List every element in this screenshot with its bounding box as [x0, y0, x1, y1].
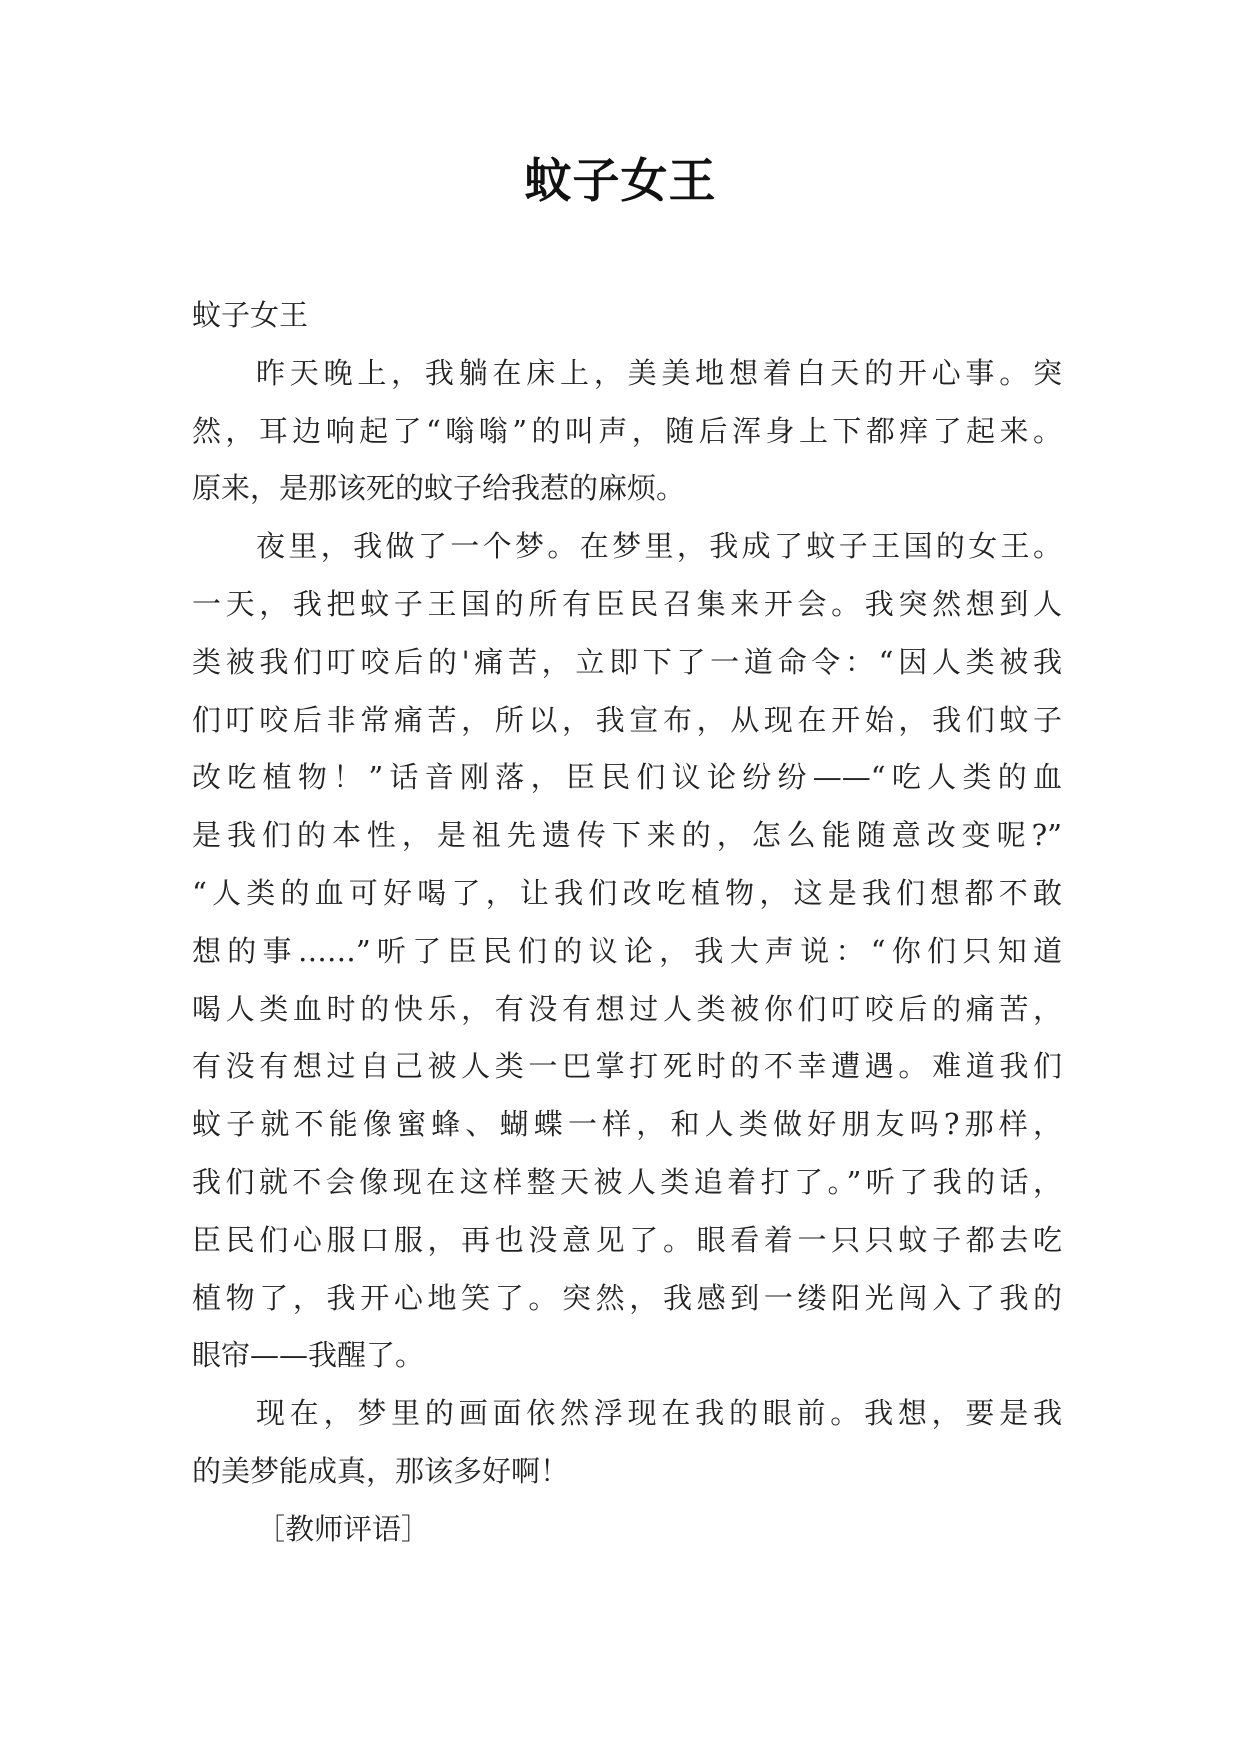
text-line: 我们就不会像现在这样整天被人类追着打了。”听了我的话， — [192, 1164, 1062, 1199]
text-line: 然，耳边响起了“嗡嗡”的叫声，随后浑身上下都痒了起来。 — [192, 413, 1062, 448]
text-line: 现在，梦里的画面依然浮现在我的眼前。我想，要是我 — [256, 1396, 1062, 1431]
document-body — [192, 287, 1062, 1559]
document-subtitle: 蚊子女王 — [192, 298, 309, 332]
text-line: 是我们的本性，是祖先遗传下来的，怎么能随意改变呢?” — [192, 818, 1062, 853]
text-line: 类被我们叮咬后的'痛苦，立即下了一道命令：“因人类被我 — [192, 644, 1062, 679]
text-line: 改吃植物！”话音刚落，臣民们议论纷纷——“吃人类的血 — [192, 760, 1062, 795]
text-line: 夜里，我做了一个梦。在梦里，我成了蚊子王国的女王。 — [256, 529, 1062, 564]
text-line: 臣民们心服口服，再也没意见了。眼看着一只只蚊子都去吃 — [192, 1222, 1062, 1257]
text-line: 有没有想过自己被人类一巴掌打死时的不幸遭遇。难道我们 — [192, 1049, 1062, 1084]
text-line: 昨天晚上，我躺在床上，美美地想着白天的开心事。突 — [256, 355, 1062, 390]
text-line: 植物了，我开心地笑了。突然，我感到一缕阳光闯入了我的 — [192, 1280, 1062, 1315]
text-line: ［教师评语］ — [256, 1511, 431, 1546]
text-line: 蚊子就不能像蜜蜂、蝴蝶一样，和人类做好朋友吗?那样， — [192, 1107, 1062, 1142]
text-line: 一天，我把蚊子王国的所有臣民召集来开会。我突然想到人 — [192, 586, 1062, 621]
text-line: 原来，是那该死的蚊子给我惹的麻烦。 — [192, 471, 686, 506]
text-line: 的美梦能成真，那该多好啊！ — [192, 1453, 570, 1488]
text-line: 眼帘——我醒了。 — [192, 1338, 425, 1373]
page-title: 蚊子女王 — [524, 154, 717, 209]
text-line: 想的事……”听了臣民们的议论，我大声说：“你们只知道 — [192, 933, 1062, 968]
text-line: 们叮咬后非常痛苦，所以，我宣布，从现在开始，我们蚊子 — [192, 702, 1062, 737]
text-line: “人类的血可好喝了，让我们改吃植物，这是我们想都不敢 — [192, 875, 1062, 910]
text-line: 喝人类血时的快乐，有没有想过人类被你们叮咬后的痛苦， — [192, 991, 1062, 1026]
